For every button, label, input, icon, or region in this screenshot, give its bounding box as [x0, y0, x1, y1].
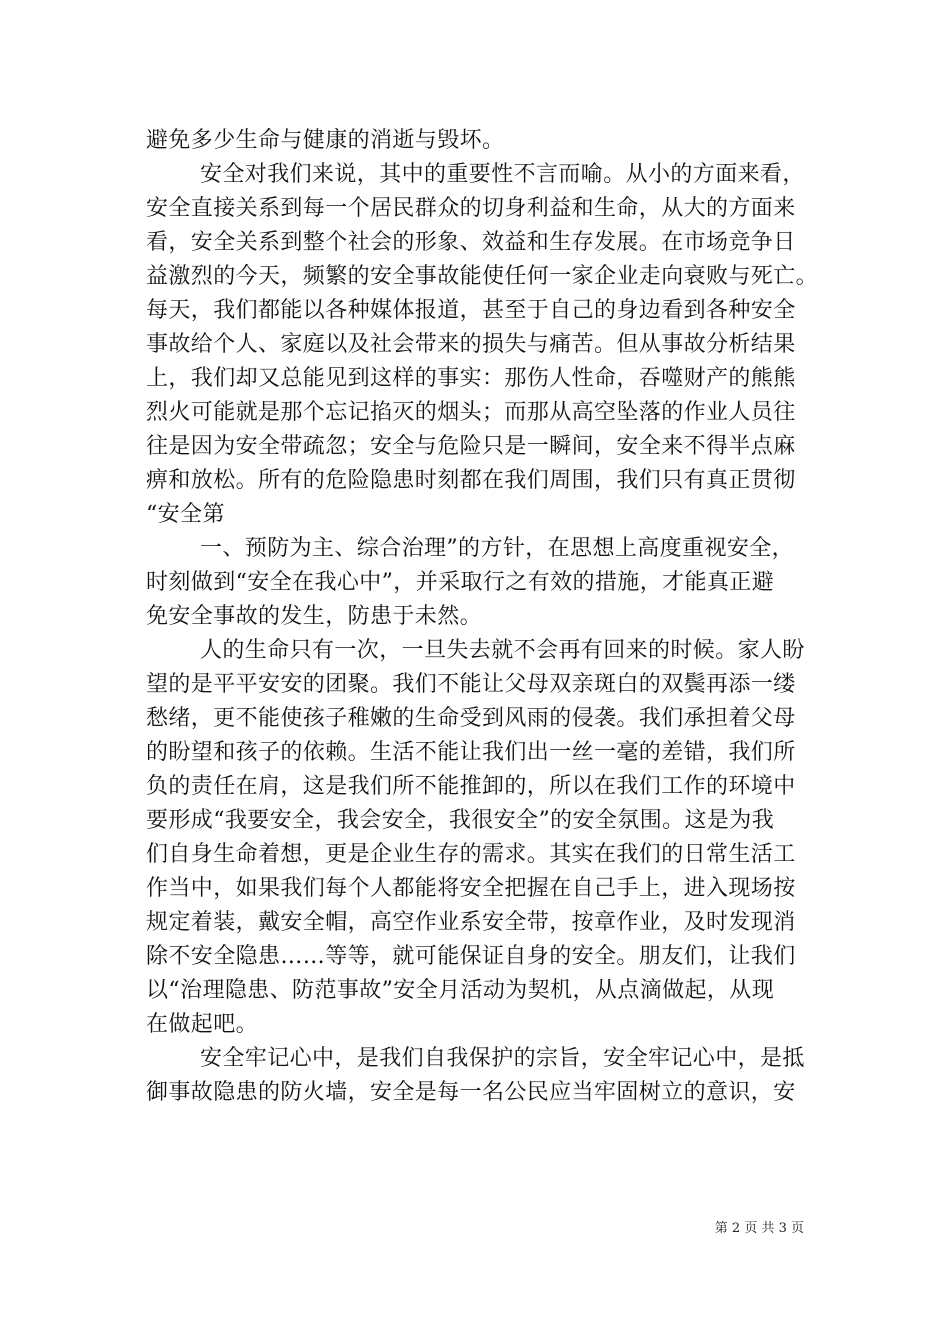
text-line: 以“治理隐患、防范事故”安全月活动为契机，从点滴做起，从现 [146, 978, 775, 1003]
paragraph-start-line: 人的生命只有一次，一旦失去就不会再有回来的时候。家人盼 [200, 638, 805, 663]
text-line: 每天，我们都能以各种媒体报道，甚至于自己的身边看到各种安全 [146, 298, 796, 323]
text-line: 规定着装，戴安全帽，高空作业系安全带，按章作业，及时发现消 [146, 910, 796, 935]
text-line: 看，安全关系到整个社会的形象、效益和生存发展。在市场竞争日 [146, 230, 796, 255]
text-line: 痹和放松。所有的危险隐患时刻都在我们周围，我们只有真正贯彻 [146, 468, 796, 493]
text-line: 益激烈的今天，频繁的安全事故能使任何一家企业走向衰败与死亡。 [146, 264, 819, 289]
text-line: 时刻做到“安全在我心中”，并采取行之有效的措施，才能真正避 [146, 570, 775, 595]
text-line: 安全直接关系到每一个居民群众的切身利益和生命，从大的方面来 [146, 196, 796, 221]
text-line: 负的责任在肩，这是我们所不能推卸的，所以在我们工作的环境中 [146, 774, 796, 799]
text-line: 望的是平平安安的团聚。我们不能让父母双亲斑白的双鬓再添一缕 [146, 672, 796, 697]
text-line: 避免多少生命与健康的消逝与毁坏。 [146, 128, 505, 153]
paragraph-start-line: 一、预防为主、综合治理”的方针，在思想上高度重视安全， [200, 536, 795, 561]
text-line: 烈火可能就是那个忘记掐灭的烟头；而那从高空坠落的作业人员往 [146, 400, 796, 425]
text-line: “安全第 [146, 502, 225, 527]
text-line: 愁绪，更不能使孩子稚嫩的生命受到风雨的侵袭。我们承担着父母 [146, 706, 796, 731]
page-number: 第 2 页 共 3 页 [714, 1221, 804, 1236]
text-line: 御事故隐患的防火墙，安全是每一名公民应当牢固树立的意识，安 [146, 1080, 796, 1105]
text-line: 上，我们却又总能见到这样的事实：那伤人性命，吞噬财产的熊熊 [146, 366, 796, 391]
paragraph-start-line: 安全牢记心中，是我们自我保护的宗旨，安全牢记心中，是抵 [200, 1046, 805, 1071]
text-line: 的盼望和孩子的依赖。生活不能让我们出一丝一毫的差错，我们所 [146, 740, 796, 765]
text-line: 往是因为安全带疏忽；安全与危险只是一瞬间，安全来不得半点麻 [146, 434, 796, 459]
text-line: 要形成“我要安全，我会安全，我很安全”的安全氛围。这是为我 [146, 808, 775, 833]
text-line: 在做起吧。 [146, 1012, 259, 1037]
paragraph-start-line: 安全对我们来说，其中的重要性不言而喻。从小的方面来看， [200, 162, 805, 187]
text-line: 事故给个人、家庭以及社会带来的损失与痛苦。但从事故分析结果 [146, 332, 796, 357]
text-line: 作当中，如果我们每个人都能将安全把握在自己手上，进入现场按 [146, 876, 796, 901]
text-line: 除不安全隐患……等等，就可能保证自身的安全。朋友们，让我们 [146, 944, 796, 969]
text-line: 们自身生命着想，更是企业生存的需求。其实在我们的日常生活工 [146, 842, 796, 867]
text-line: 免安全事故的发生，防患于未然。 [146, 604, 483, 629]
